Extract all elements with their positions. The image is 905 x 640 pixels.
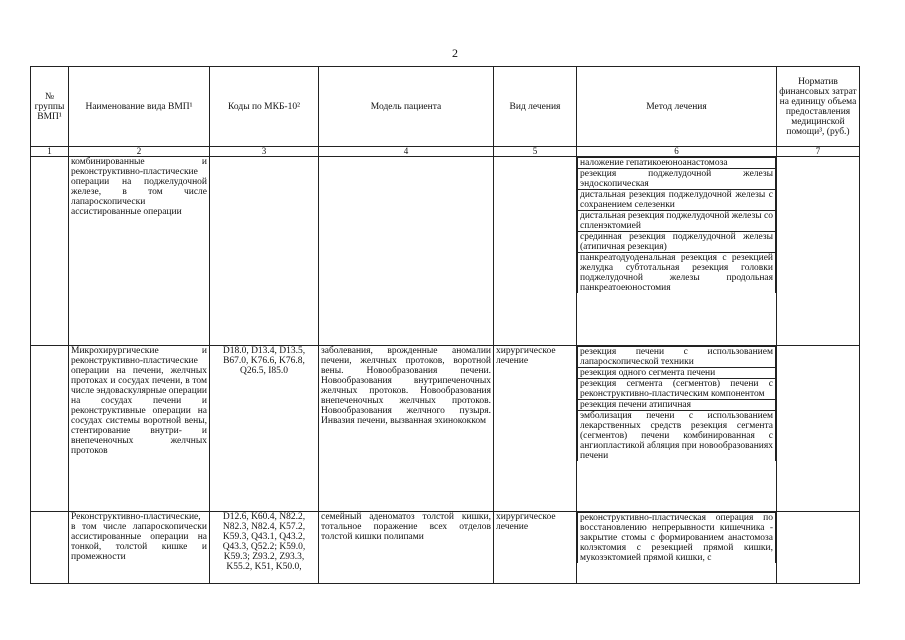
norm-cell xyxy=(777,346,860,512)
group-cell xyxy=(31,512,69,584)
col-number: 4 xyxy=(319,147,494,157)
header-treatment: Вид лечения xyxy=(494,67,577,147)
page-number: 2 xyxy=(452,46,458,60)
col-number: 1 xyxy=(31,147,69,157)
method-item: резекция сегмента (сегментов) печени с реконструктивно-пластическим компонентом xyxy=(578,379,776,400)
col-number: 3 xyxy=(210,147,319,157)
method-item: резекция одного сегмента печени xyxy=(578,368,776,379)
treatment-type-cell: хирургическое лечение xyxy=(494,512,577,584)
vmp-table xyxy=(30,66,860,584)
method-item: дистальная резекция поджелудочной железы со спленэктомией xyxy=(578,211,776,232)
vmp-name-cell: Реконструктивно-пластические, в том числе лапароскопически ассистированные операции на тонкой, толстой кишке и промежности xyxy=(69,512,210,584)
header-group: № группы ВМП¹ xyxy=(31,67,69,147)
method-cell xyxy=(577,512,777,584)
header-row xyxy=(31,67,860,147)
vmp-name-cell: Микрохирургические и реконструктивно-пластические операции на печени, желчных протоках и сосудах печени, в том числе эндоваскулярные операции на сосудах печени и реконструктивные операции на сосудах системы воротной вены, стентирование внутри- и внепеченочных желчных протоков xyxy=(69,346,210,512)
patient-model-cell xyxy=(319,157,494,346)
header-model: Модель пациента xyxy=(319,67,494,147)
icd-codes-cell: D12.6, K60.4, N82.2, N82.3, N82.4, K57.2, K59.3, Q43.1, Q43.2, Q43.3, Q52.2; K59.0, K59.3; Z93.2, Z93.3, K55.2, K51, K50.0, xyxy=(210,512,319,584)
method-item: срединная резекция поджелудочной железы (атипичная резекция) xyxy=(578,232,776,253)
method-item: эмболизация печени с использованием лекарственных средств резекция сегмента (сегментов) печени комбинированная с ангиопластикой абляция при новообразованиях печени xyxy=(578,411,776,462)
method-item: панкреатодуоденальная резекция с резекцией желудка субтотальная резекция головки поджелудочной железы продольная панкреатоеюностомия xyxy=(578,253,776,294)
patient-model-cell: семейный аденоматоз толстой кишки, тотальное поражение всех отделов толстой кишки полипами xyxy=(319,512,494,584)
norm-cell xyxy=(777,512,860,584)
method-item: реконструктивно-пластическая операция по восстановлению непрерывности кишечника - закрытие стомы с формированием анастомоза колэктомия с резекцией прямой кишки, мукозэктомией прямой кишки, с xyxy=(578,513,776,564)
header-norm: Норматив финансовых затрат на единицу объема предоставления медицинской помощи³, (руб.) xyxy=(777,67,860,147)
col-number: 5 xyxy=(494,147,577,157)
treatment-type-cell xyxy=(494,157,577,346)
group-cell xyxy=(31,157,69,346)
header-name: Наименование вида ВМП¹ xyxy=(69,67,210,147)
table-row xyxy=(31,157,860,346)
col-number: 6 xyxy=(577,147,777,157)
icd-codes-cell: D18.0, D13.4, D13.5, B67.0, K76.6, K76.8, Q26.5, I85.0 xyxy=(210,346,319,512)
icd-codes-cell xyxy=(210,157,319,346)
header-method: Метод лечения xyxy=(577,67,777,147)
group-cell xyxy=(31,346,69,512)
method-item: резекция печени с использованием лапароскопической техники xyxy=(578,347,776,368)
method-cell xyxy=(577,157,777,346)
table-row xyxy=(31,346,860,512)
norm-cell xyxy=(777,157,860,346)
method-item: дистальная резекция поджелудочной железы с сохранением селезенки xyxy=(578,190,776,211)
column-number-row xyxy=(31,147,860,157)
method-item: наложение гепатикоеюноанастомоза xyxy=(578,158,776,169)
method-cell xyxy=(577,346,777,512)
method-item: резекция поджелудочной железы эндоскопическая xyxy=(578,169,776,190)
table-row xyxy=(31,512,860,584)
treatment-type-cell: хирургическое лечение xyxy=(494,346,577,512)
col-number: 2 xyxy=(69,147,210,157)
patient-model-cell: заболевания, врожденные аномалии печени, желчных протоков, воротной вены. Новообразования печени. Новообразования внутрипеченочных желчных протоков. Новообразования внепеченочных желчных протоков. Новообразования желчного пузыря. Инвазия печени, вызванная эхинококком xyxy=(319,346,494,512)
col-number: 7 xyxy=(777,147,860,157)
method-item: резекция печени атипичная xyxy=(578,400,776,411)
header-codes: Коды по МКБ-10² xyxy=(210,67,319,147)
vmp-name-cell: комбинированные и реконструктивно-пластические операции на поджелудочной железе, в том числе лапароскопически ассистированные операции xyxy=(69,157,210,346)
